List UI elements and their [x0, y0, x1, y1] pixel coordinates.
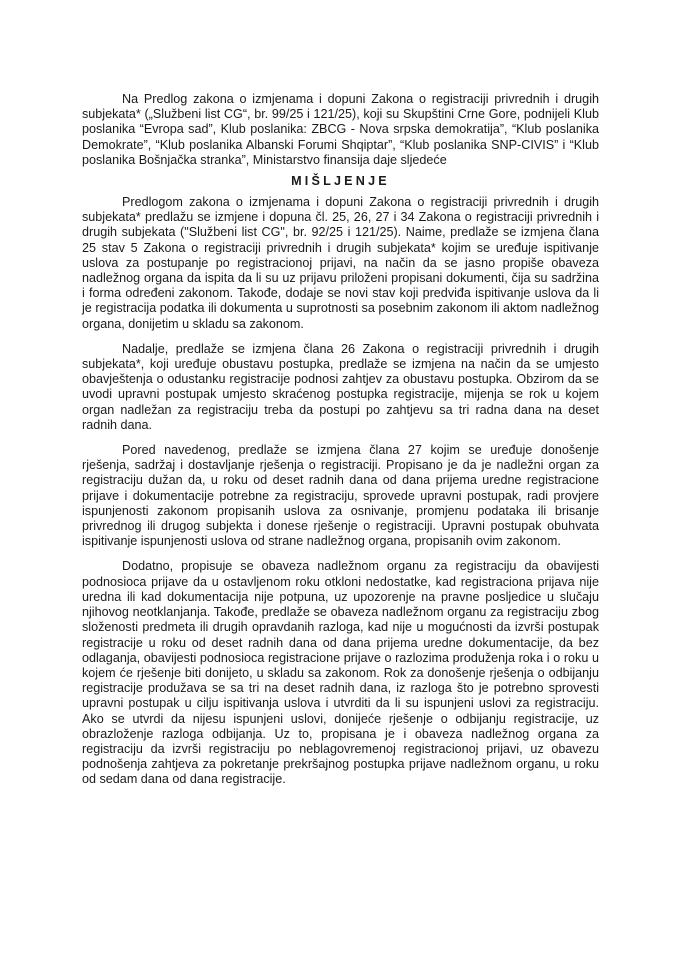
document-title: MIŠLJENJE	[291, 174, 390, 189]
paragraph-article-26: Nadalje, predlaže se izmjena člana 26 Zakona o registraciji privrednih i drugih subjekata*, koji uređuje obustavu postupka, predlaže se izmjena na način da se umjesto obavještenja o odustanku registracije podnosi zahtjev za obustavu postupka. Obzirom da se uvodi upravni postupak umjesto skraćenog postupka registracije, mijenja se rok u kojem organ nadležan za registraciju treba da postupi po zahtjevu sa tri radna dana na deset radnih dana.	[82, 341, 599, 432]
paragraph-article-27: Pored navedenog, predlaže se izmjena člana 27 kojim se uređuje donošenje rješenja, sadržaj i dostavljanje rješenja o registraciji. Propisano je da je nadležni organ za registraciju dužan da, u roku od deset radnih dana od dana prijema uredne registracione prijave i dokumentacije potrebne za registraciju, sprovede upravni postupak, radi provjere ispunjenosti zakonom propisanih uslova za osnivanje, promjenu podataka ili brisanje privrednog ili drugog subjekta i donese rješenje o registraciji. Upravni postupak obuhvata ispitivanje ispunjenosti uslova od strane nadležnog organa, propisanih ovim zakonom.	[82, 443, 599, 549]
paragraph-article-25: Predlogom zakona o izmjenama i dopuni Zakona o registraciji privrednih i drugih subjekata* predlažu se izmjene i dopuna čl. 25, 26, 27 i 34 Zakona o registraciji privrednih i drugih subjekata ("Službeni list CG", br. 92/25 i 121/25). Naime, predlaže se izmjena člana 25 stav 5 Zakona o registraciji privrednih i drugih subjekata* kojim se uređuje ispitivanje uslova za postupanje po registracionoj prijavi, na način da se jasno propiše obaveza nadležnog organa da ispita da li su uz prijavu priloženi propisani dokumenti, čija su sadržina i forma određeni zakonom. Takođe, dodaje se novi stav koji predviđa ispitivanje uslova da li je registracija podatka ili dokumenta u suprotnosti sa posebnim zakonom ili aktom nadležnog organa, donijetim u skladu sa zakonom.	[82, 195, 599, 331]
paragraph-additional: Dodatno, propisuje se obaveza nadležnom organu za registraciju da obavijesti podnosioca prijave da u ostavljenom roku otkloni nedostatke, kad registraciona prijava nije uredna ili kad dokumentacija nije potpuna, uz upozorenje na pravne posljedice u slučaju njihovog neotklanjanja. Takođe, predlaže se obaveza nadležnom organu za registraciju zbog složenosti predmeta ili drugih opravdanih razloga, kad nije u mogućnosti da izvrši postupak registracije u roku od deset radnih dana od dana prijema uredne dokumentacije, da bez odlaganja, obavijesti podnosioca registracione prijave o razlozima produženja roka i o roku u kojem će rješenje biti donijeto, u skladu sa zakonom. Rok za donošenje rješenja o odbijanju registracije produžava se sa tri na deset radnih dana, iz razloga što je potrebno sprovesti upravni postupak u cilju ispitivanja uslova i utvrditi da li su ispunjeni uslovi za registraciju. Ako se utvrdi da nijesu ispunjeni uslovi, donijeće rješenje o odbijanju registracije, uz obrazloženje razloga odbijanja. Uz to, propisana je i obaveza nadležnog organa za registraciju da izvrši registraciju po neblagovremenoj registracionoj prijavi, uz obavezu podnošenja zahtjeva za pokretanje prekršajnog postupka prijave nadležnom organu, u roku od sedam dana od dana registracije.	[82, 559, 599, 787]
document-page	[82, 92, 599, 798]
intro-paragraph: Na Predlog zakona o izmjenama i dopuni Zakona o registraciji privrednih i drugih subjekata* („Službeni list CG“, br. 99/25 i 121/25), koji su Skupštini Crne Gore, podnijeli Klub poslanika “Evropa sad”, Klub poslanika: ZBCG - Nova srpska demokratija”, “Klub poslanika Demokrate”, “Klub poslanika Albanski Forumi Shqiptar”, “Klub poslanika SNP-CIVIS” i “Klub poslanika Bošnjačka stranka”, Ministarstvo finansija daje sljedeće	[82, 92, 599, 167]
